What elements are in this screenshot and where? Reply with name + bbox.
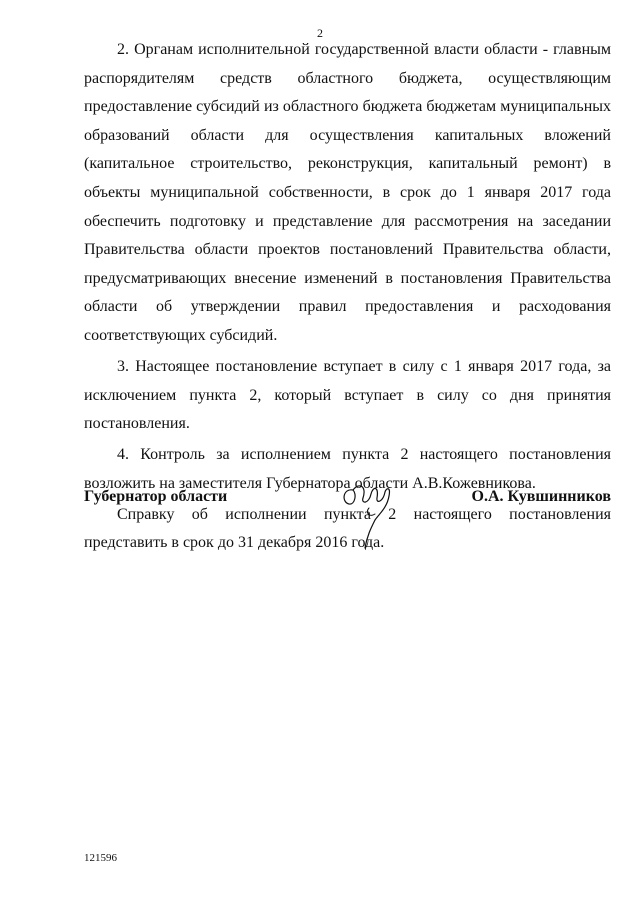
paragraph-4: 4. Контроль за исполнением пункта 2 настоящего постановления возложить на заместителя Губернатора области А.В.Кожевникова. — [84, 446, 611, 492]
handwritten-signature — [339, 478, 399, 553]
paragraph-report: Справку об исполнении пункта 2 настоящего постановления представить в срок до 31 декабря 2016 года. — [84, 505, 611, 552]
signature-block — [84, 478, 611, 568]
signer-title: Губернатор области — [84, 488, 228, 505]
paragraph-3: 3. Настоящее постановление вступает в силу с 1 января 2017 года, за исключением пункта 2, который вступает в силу со дня принятия постановления. — [84, 357, 611, 433]
paragraph-2: 2. Органам исполнительной государственной власти области - главным распорядителям средств областного бюджета, осуществляющим предоставление субсидий из областного бюджета бюджетам муниципальных образований области для осуществления капитальных вложений (капитальное строительство, реконструкция, капитальный ремонт) в объекты муниципальной собственности, в срок до 1 января 2017 года обеспечить подготовку и представление для рассмотрения на заседании Правительства области проектов постановлений Правительства области, предусматривающих внесение изменений в постановления Правительства области об утверждении правил предоставления и расходования соответствующих субсидий. — [84, 41, 611, 344]
document-code: 121596 — [84, 852, 117, 864]
signer-name: О.А. Кувшинников — [471, 488, 611, 505]
page-number: 2 — [317, 26, 323, 40]
